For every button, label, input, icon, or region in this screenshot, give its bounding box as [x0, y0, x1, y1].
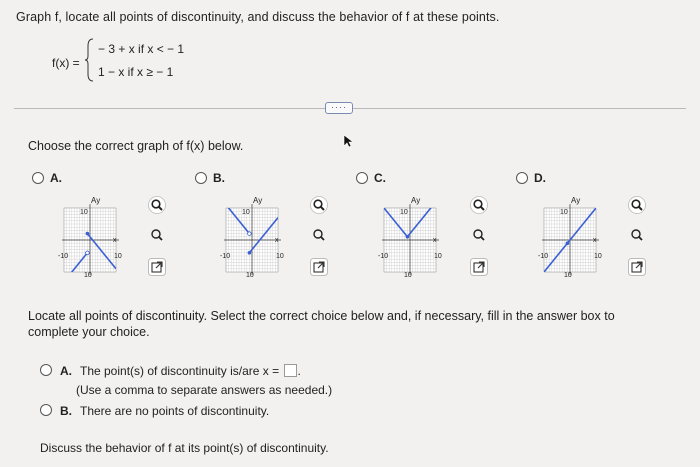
- radio-b[interactable]: [195, 172, 207, 184]
- graph-c-tick-top: 10: [400, 209, 408, 216]
- graph-d[interactable]: [538, 196, 602, 280]
- answer-option-b-text: There are no points of discontinuity.: [80, 404, 270, 418]
- zoom-in-icon[interactable]: [628, 196, 646, 214]
- zoom-out-icon[interactable]: [470, 226, 488, 244]
- graph-c-axis-y-label: Ay: [411, 196, 421, 205]
- zoom-in-icon[interactable]: [310, 196, 328, 214]
- zoom-out-icon[interactable]: [148, 226, 166, 244]
- graph-d-tick-left: -10: [538, 253, 549, 260]
- closed-point: [248, 251, 252, 255]
- graph-a[interactable]: [58, 196, 122, 280]
- graph-option-c[interactable]: [356, 171, 386, 185]
- radio-c[interactable]: [356, 172, 368, 184]
- graph-a-axis-y-label: Ay: [91, 196, 101, 205]
- graph-b-tick-top: 10: [242, 209, 250, 216]
- graph-c-tick-left: -10: [378, 253, 389, 260]
- graph-d-tick-right: 10: [594, 253, 602, 260]
- answer-option-b-letter: B.: [60, 404, 72, 418]
- locate-prompt: Locate all points of discontinuity. Select the correct choice below and, if necessary, fill in the answer box to complete your choice.: [28, 309, 615, 339]
- graph-b-tick-left: -10: [220, 253, 231, 260]
- closed-point: [86, 232, 90, 236]
- graph-option-c-label: C.: [374, 171, 386, 185]
- graph-c-tools: [470, 196, 492, 276]
- graph-a-tick-left: -10: [58, 253, 69, 260]
- zoom-in-icon[interactable]: [148, 196, 166, 214]
- graph-option-b[interactable]: [195, 171, 225, 185]
- graph-option-a-label: A.: [50, 171, 62, 185]
- graph-c-tick-right: 10: [434, 253, 442, 260]
- graph-d-tools: [628, 196, 650, 276]
- answer-hint: (Use a comma to separate answers as needed.): [76, 383, 333, 397]
- graph-c-tick-bottom: 10: [404, 272, 412, 279]
- graph-option-d-label: D.: [534, 171, 546, 185]
- graph-b-axis-y-label: Ay: [253, 196, 263, 205]
- zoom-out-icon[interactable]: [310, 226, 328, 244]
- answer-radio-b[interactable]: [40, 404, 52, 416]
- graph-b-axis-x-label: x: [275, 237, 279, 244]
- graph-c-axis-x-label: x: [433, 237, 437, 244]
- graph-b[interactable]: [220, 196, 284, 280]
- graph-d-axis-y-label: Ay: [571, 196, 581, 205]
- answer-option-a-text: The point(s) of discontinuity is/are x =: [80, 364, 280, 378]
- graph-a-axis-x-label: x: [113, 237, 117, 244]
- mouse-cursor-icon: [343, 134, 353, 148]
- choose-graph-prompt: Choose the correct graph of f(x) below.: [28, 139, 244, 153]
- answer-radio-a[interactable]: [40, 364, 52, 376]
- graph-d-tick-bottom: 10: [564, 272, 572, 279]
- closed-point: [566, 241, 570, 245]
- discuss-prompt: Discuss the behavior of f at its point(s) of discontinuity.: [40, 441, 329, 455]
- question-prompt: Graph f, locate all points of discontinuity, and discuss the behavior of f at these points.: [16, 10, 500, 24]
- graph-option-d[interactable]: [516, 171, 546, 185]
- answer-input-box[interactable]: [284, 364, 297, 377]
- function-label: f(x) =: [52, 56, 80, 70]
- piecewise-brace: [84, 38, 94, 82]
- expand-more-button[interactable]: ····: [325, 102, 353, 114]
- open-point: [248, 232, 252, 236]
- graph-a-tick-right: 10: [114, 253, 122, 260]
- graph-option-a[interactable]: [32, 171, 62, 185]
- zoom-out-icon[interactable]: [628, 226, 646, 244]
- graph-a-tick-top: 10: [80, 209, 88, 216]
- graph-c[interactable]: [378, 196, 442, 280]
- answer-option-b[interactable]: [40, 404, 269, 418]
- piece-one: − 3 + x if x < − 1: [98, 42, 185, 56]
- popout-icon[interactable]: [628, 258, 646, 276]
- graph-b-tick-right: 10: [276, 253, 284, 260]
- graph-option-b-label: B.: [213, 171, 225, 185]
- answer-option-a-letter: A.: [60, 364, 72, 378]
- piece-two: 1 − x if x ≥ − 1: [98, 65, 174, 79]
- graph-b-tick-bottom: 10: [246, 272, 254, 279]
- zoom-in-icon[interactable]: [470, 196, 488, 214]
- graph-b-tools: [310, 196, 332, 276]
- graph-a-tools: [148, 196, 170, 276]
- graph-d-axis-x-label: x: [593, 237, 597, 244]
- answer-option-a[interactable]: A. The point(s) of discontinuity is/are x = .: [40, 364, 301, 378]
- popout-icon[interactable]: [310, 258, 328, 276]
- graph-a-tick-bottom: 10: [84, 272, 92, 279]
- radio-d[interactable]: [516, 172, 528, 184]
- graph-d-tick-top: 10: [560, 209, 568, 216]
- open-point: [86, 251, 90, 255]
- popout-icon[interactable]: [148, 258, 166, 276]
- radio-a[interactable]: [32, 172, 44, 184]
- closed-point: [406, 235, 410, 239]
- popout-icon[interactable]: [470, 258, 488, 276]
